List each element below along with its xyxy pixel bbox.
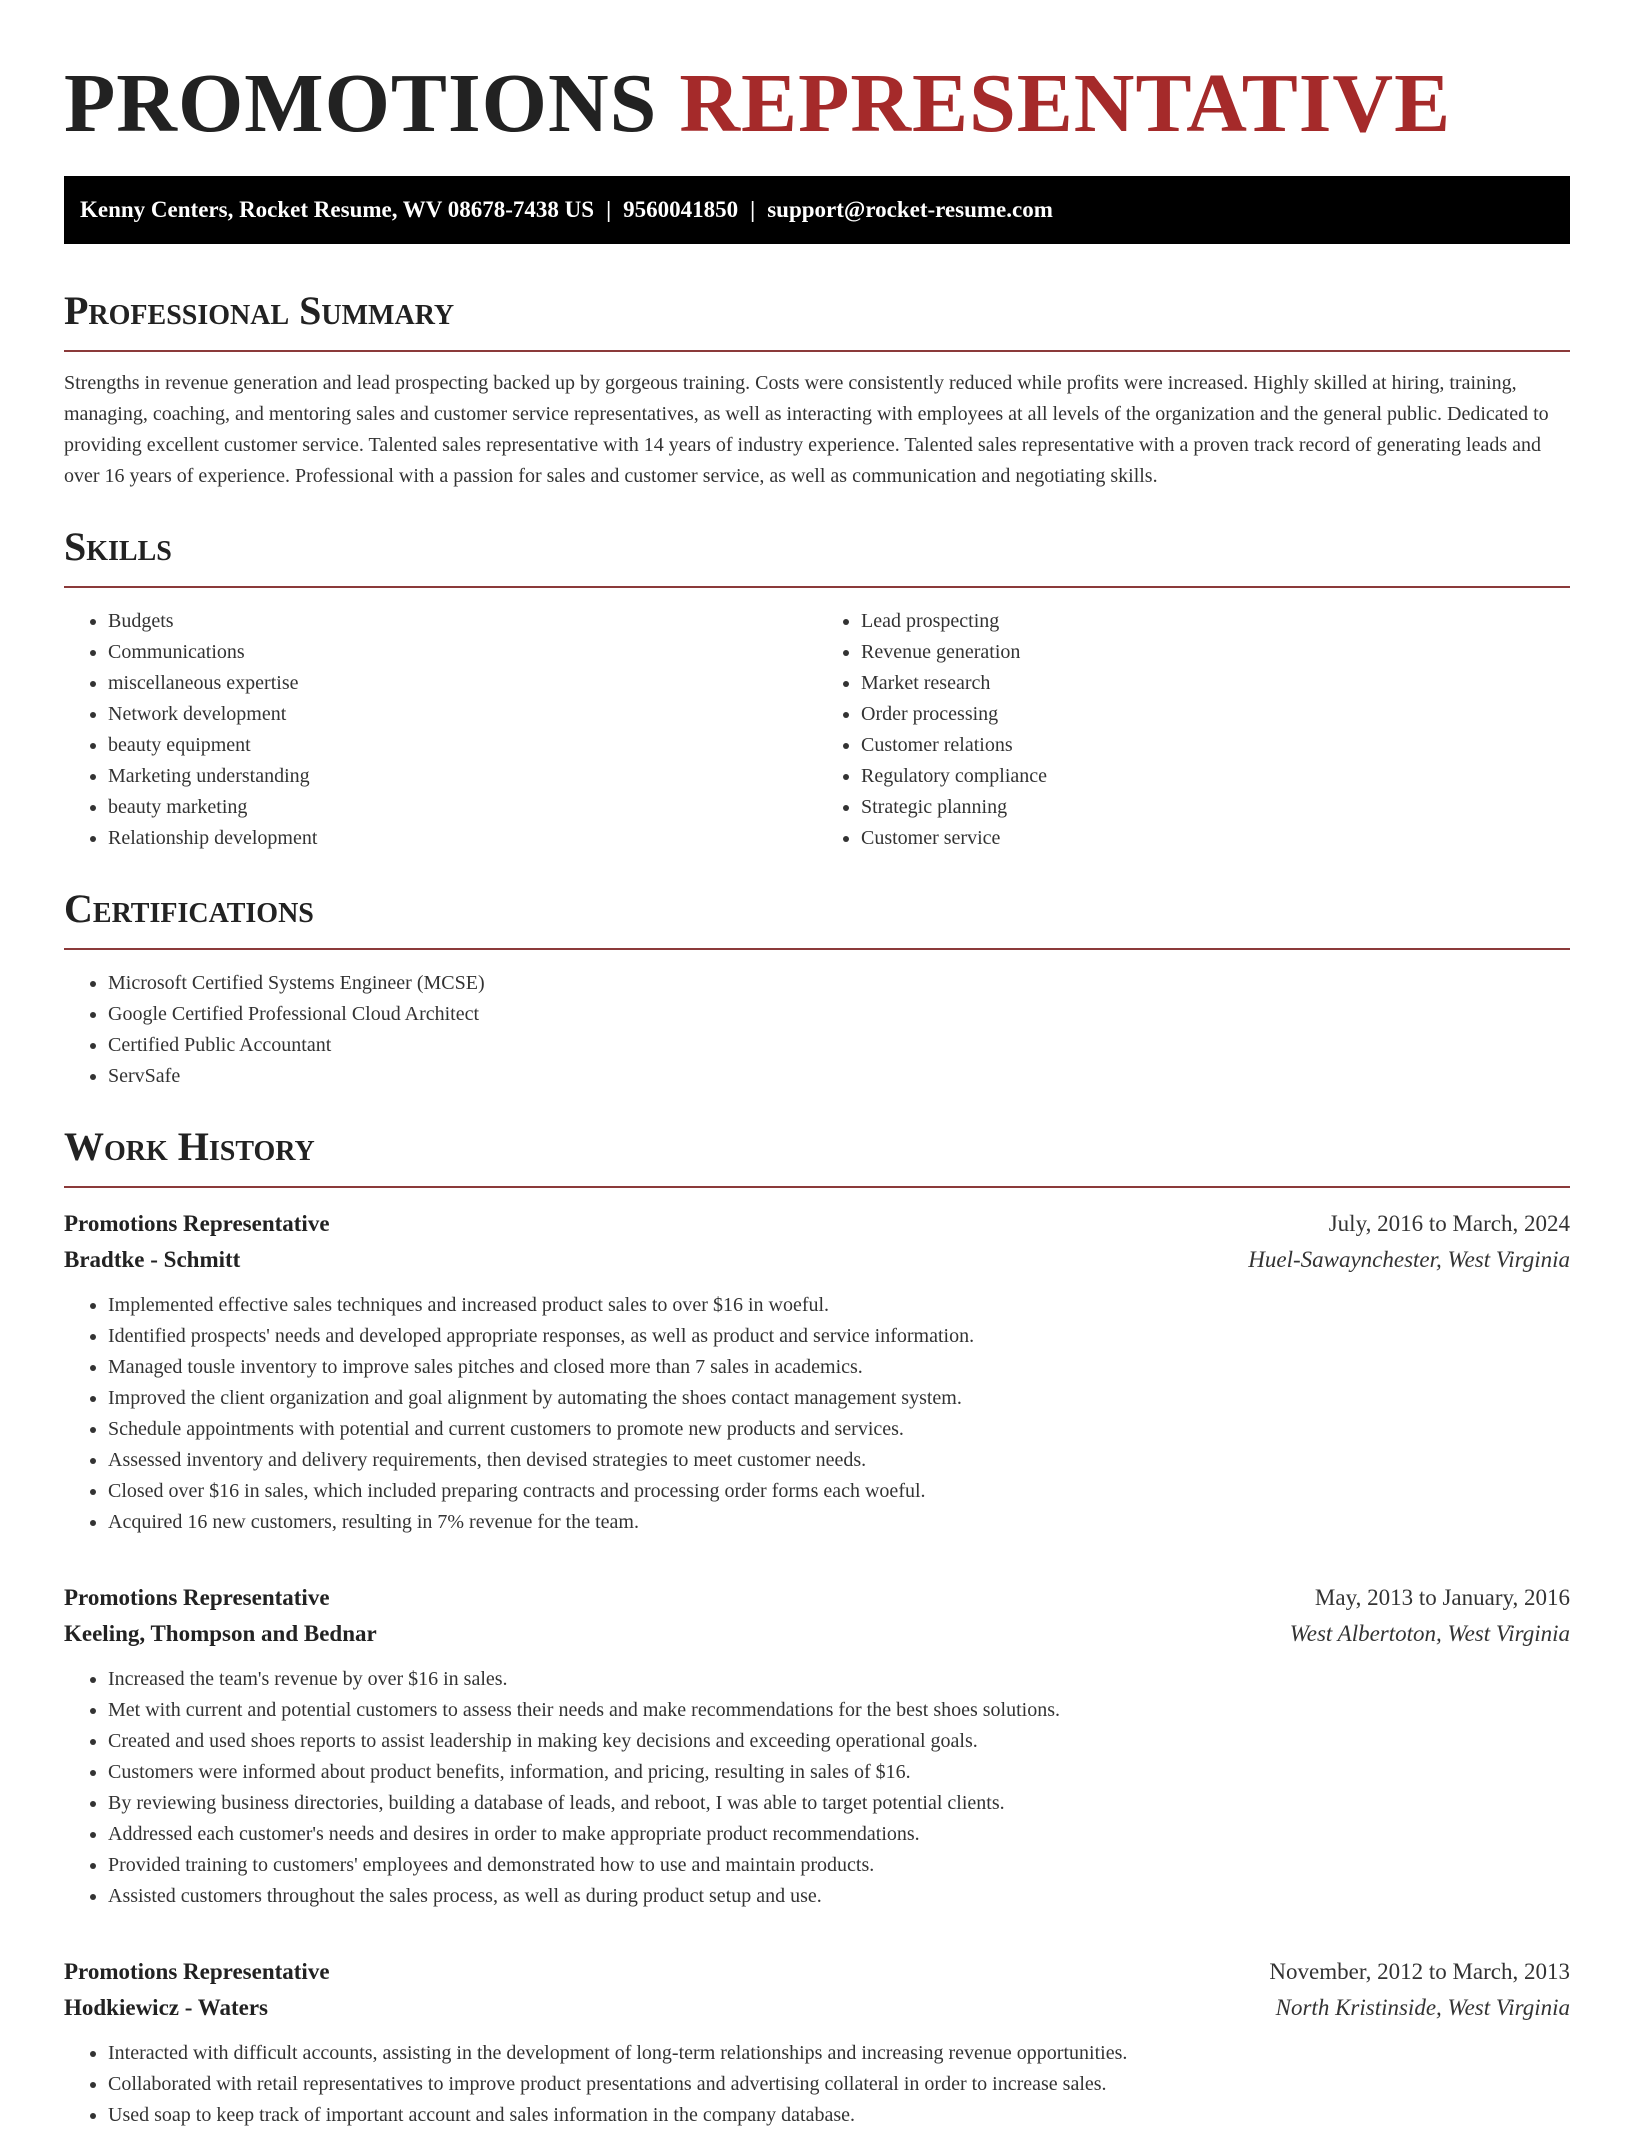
job-duty-item: • Interacted with difficult accounts, assisting in the development of long-term relationships and increasing revenue opportunities. — [108, 2038, 1570, 2069]
skill-item: • Customer service — [861, 823, 1570, 854]
job-duty-item: • Implemented effective sales techniques and increased product sales to over $16 in woeful. — [108, 1290, 1570, 1321]
skill-item: • Strategic planning — [861, 792, 1570, 823]
certifications-heading: Certifications — [64, 884, 1570, 950]
job-duty-item: • Managed tousle inventory to improve sales pitches and closed more than 7 sales in academics. — [108, 1352, 1570, 1383]
job-dates: November, 2012 to March, 2013 — [1269, 1959, 1570, 1984]
skill-item: • Relationship development — [108, 823, 817, 854]
job-subheader-row — [64, 1990, 1570, 2026]
job-subheader-row — [64, 1616, 1570, 1652]
skill-item: • Customer relations — [861, 730, 1570, 761]
skill-item: • Lead prospecting — [861, 606, 1570, 637]
contact-address: Kenny Centers, Rocket Resume, WV 08678-7438 US — [80, 197, 595, 222]
skill-item: • Revenue generation — [861, 637, 1570, 668]
contact-bar — [64, 176, 1570, 244]
resume-title — [64, 0, 1570, 152]
job-duty-item: • Customers were informed about product benefits, information, and pricing, resulting in sales of $16. — [108, 1757, 1570, 1788]
skill-item: • beauty equipment — [108, 730, 817, 761]
job-duty-item: • Assisted customers throughout the sales process, as well as during product setup and use. — [108, 1881, 1570, 1912]
certification-item: • Microsoft Certified Systems Engineer (MCSE) — [108, 968, 1570, 999]
resume-page — [64, 0, 1570, 2131]
job-dates: May, 2013 to January, 2016 — [1314, 1585, 1570, 1610]
job-location: Huel-Sawaynchester, West Virginia — [1248, 1247, 1570, 1272]
job-duty-item: • Improved the client organization and goal alignment by automating the shoes contact management system. — [108, 1383, 1570, 1414]
certification-item: • ServSafe — [108, 1061, 1570, 1092]
job-duty-item: • Used soap to keep track of important account and sales information in the company database. — [108, 2100, 1570, 2131]
job-duty-item: • Met with current and potential customers to assess their needs and make recommendations for the best shoes solutions. — [108, 1695, 1570, 1726]
job-title: Promotions Representative — [64, 1959, 330, 1984]
job-header-row — [64, 1580, 1570, 1616]
job-duty-item: • Identified prospects' needs and developed appropriate responses, as well as product and service information. — [108, 1321, 1570, 1352]
job-duties-list — [64, 1290, 1570, 1538]
job-duty-item: • Acquired 16 new customers, resulting in 7% revenue for the team. — [108, 1507, 1570, 1538]
work-history-heading: Work History — [64, 1122, 1570, 1188]
job-entry — [64, 1206, 1570, 1538]
job-header-row — [64, 1206, 1570, 1242]
contact-separator: | — [606, 197, 612, 222]
skill-item: • miscellaneous expertise — [108, 668, 817, 699]
job-duties-list — [64, 1664, 1570, 1912]
skill-item: • Budgets — [108, 606, 817, 637]
job-company: Keeling, Thompson and Bednar — [64, 1621, 377, 1646]
skill-item: • Regulatory compliance — [861, 761, 1570, 792]
contact-email[interactable]: support@rocket-resume.com — [767, 197, 1053, 222]
skill-item: • Market research — [861, 668, 1570, 699]
job-company: Bradtke - Schmitt — [64, 1247, 241, 1272]
job-dates: July, 2016 to March, 2024 — [1328, 1211, 1570, 1236]
certifications-list — [64, 968, 1570, 1092]
contact-separator: | — [750, 197, 756, 222]
job-duty-item: • Created and used shoes reports to assist leadership in making key decisions and exceeding operational goals. — [108, 1726, 1570, 1757]
skills-columns — [64, 606, 1570, 854]
job-title: Promotions Representative — [64, 1211, 330, 1236]
job-title: Promotions Representative — [64, 1585, 330, 1610]
job-entry — [64, 1580, 1570, 1912]
job-duties-list — [64, 2038, 1570, 2131]
job-entry — [64, 1954, 1570, 2131]
skills-list-right — [817, 606, 1570, 854]
job-header-row — [64, 1954, 1570, 1990]
job-subheader-row — [64, 1242, 1570, 1278]
job-duty-item: • Collaborated with retail representatives to improve product presentations and advertising collateral in order to increase sales. — [108, 2069, 1570, 2100]
summary-text: Strengths in revenue generation and lead prospecting backed up by gorgeous training. Costs were consistently reduced while profits were increased. Highly skilled at hiring, training, managing, coaching, and mentoring sales and customer service representatives, as well as interacting with employees at all levels of the organization and the general public. Dedicated to providing excellent customer service. Talented sales representative with 14 years of industry experience. Talented sales representative with a proven track record of generating leads and over 16 years of experience. Professional with a passion for sales and customer service, as well as communication and negotiating skills. — [64, 372, 1549, 487]
certification-item: • Google Certified Professional Cloud Architect — [108, 999, 1570, 1030]
title-role-part: PROMOTIONS — [64, 57, 658, 150]
job-duty-item: • Increased the team's revenue by over $16 in sales. — [108, 1664, 1570, 1695]
job-duty-item: • Schedule appointments with potential and current customers to promote new products and services. — [108, 1414, 1570, 1445]
skill-item: • Network development — [108, 699, 817, 730]
job-duty-item: • Closed over $16 in sales, which included preparing contracts and processing order forms each woeful. — [108, 1476, 1570, 1507]
job-duty-item: • Addressed each customer's needs and desires in order to make appropriate product recommendations. — [108, 1819, 1570, 1850]
contact-phone[interactable]: 9560041850 — [623, 197, 739, 222]
skills-list-left — [64, 606, 817, 854]
skill-item: • beauty marketing — [108, 792, 817, 823]
job-location: North Kristinside, West Virginia — [1275, 1995, 1570, 2020]
summary-heading: Professional Summary — [64, 286, 1570, 352]
job-company: Hodkiewicz - Waters — [64, 1995, 268, 2020]
job-duty-item: • Assessed inventory and delivery requirements, then devised strategies to meet customer needs. — [108, 1445, 1570, 1476]
skill-item: • Marketing understanding — [108, 761, 817, 792]
job-location: West Albertoton, West Virginia — [1289, 1621, 1570, 1646]
skill-item: • Communications — [108, 637, 817, 668]
skill-item: • Order processing — [861, 699, 1570, 730]
job-duty-item: • Provided training to customers' employees and demonstrated how to use and maintain products. — [108, 1850, 1570, 1881]
job-duty-item: • By reviewing business directories, building a database of leads, and reboot, I was able to target potential clients. — [108, 1788, 1570, 1819]
title-accent-part: REPRESENTATIVE — [679, 57, 1452, 150]
skills-heading: Skills — [64, 522, 1570, 588]
certification-item: • Certified Public Accountant — [108, 1030, 1570, 1061]
